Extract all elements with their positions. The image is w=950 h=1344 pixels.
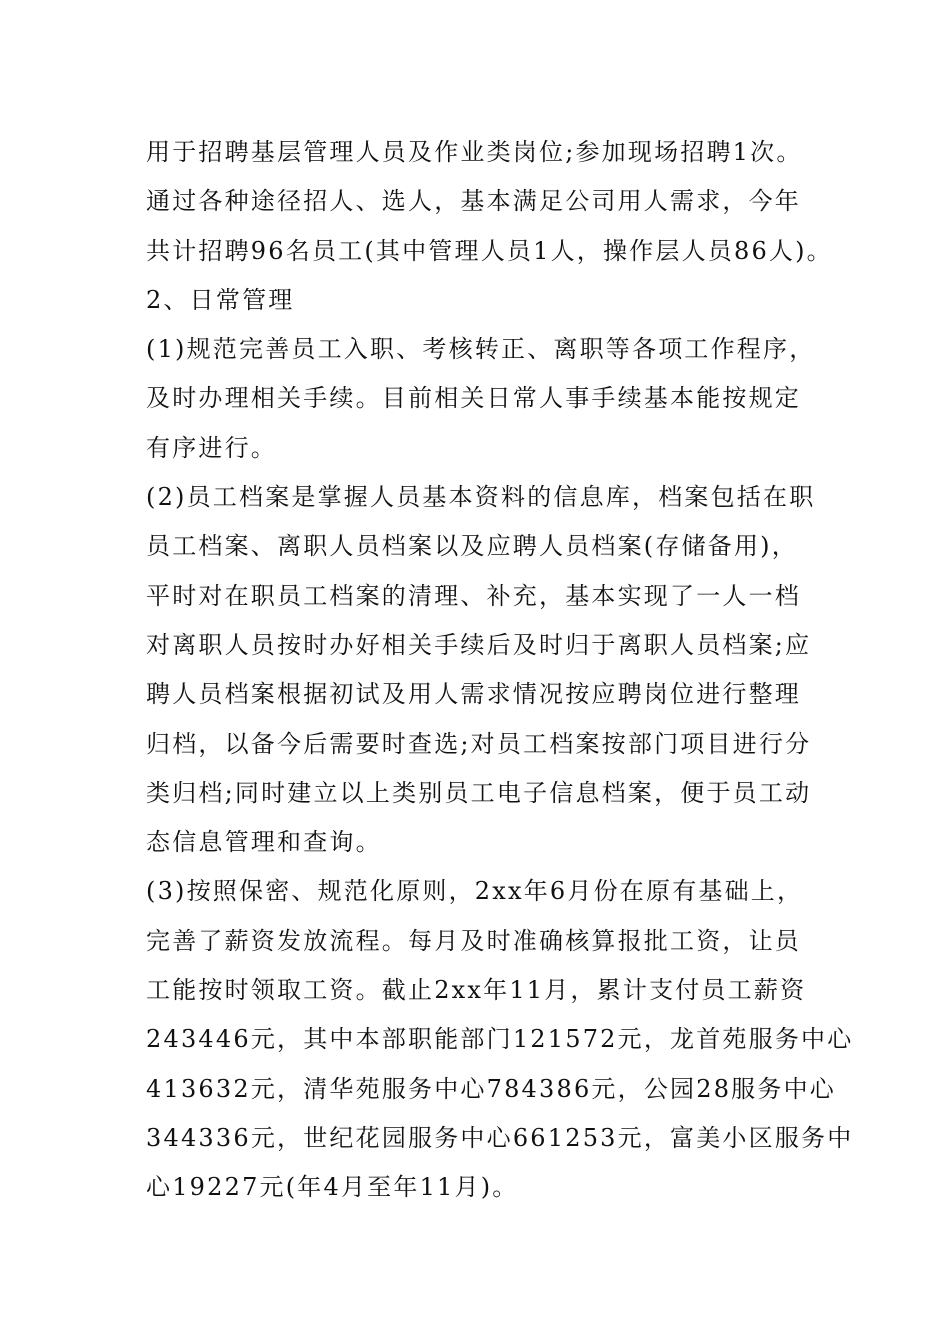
text-line: (2)员工档案是掌握人员基本资料的信息库，档案包括在职 [146, 483, 816, 512]
text-line: 归档，以备今后需要时查选;对员工档案按部门项目进行分 [146, 729, 812, 758]
text-line: 聘人员档案根据初试及用人需求情况按应聘岗位进行整理 [146, 680, 801, 709]
text-line: 243446元，其中本部职能部门121572元，龙首苑服务中心 [146, 1025, 854, 1054]
text-line: 共计招聘96名员工(其中管理人员1人，操作层人员86人)。 [146, 236, 833, 265]
text-line: (1)规范完善员工入职、考核转正、离职等各项工作程序， [146, 335, 816, 364]
text-line: 态信息管理和查询。 [146, 828, 382, 857]
section-heading: 2、日常管理 [146, 285, 295, 314]
document-body [146, 128, 854, 1213]
text-line: 通过各种途径招人、选人，基本满足公司用人需求，今年 [146, 187, 801, 216]
text-line: 用于招聘基层管理人员及作业类岗位;参加现场招聘1次。 [146, 138, 803, 166]
text-line: 心19227元(年4月至年11月)。 [146, 1173, 519, 1202]
text-line: 平时对在职员工档案的清理、补充，基本实现了一人一档 [146, 581, 801, 610]
text-line: 有序进行。 [146, 433, 277, 462]
text-line: 工能按时领取工资。截止2xx年11月，累计支付员工薪资 [146, 976, 807, 1005]
text-line: 完善了薪资发放流程。每月及时准确核算报批工资，让员 [146, 926, 801, 955]
text-line: 413632元，清华苑服务中心784386元，公园28服务中心 [146, 1074, 836, 1103]
text-line: 类归档;同时建立以上类别员工电子信息档案，便于员工动 [146, 778, 812, 807]
text-line: 对离职人员按时办好相关手续后及时归于离职人员档案;应 [146, 630, 812, 659]
text-line: (3)按照保密、规范化原则，2xx年6月份在原有基础上， [146, 877, 804, 906]
text-line: 及时办理相关手续。目前相关日常人事手续基本能按规定 [146, 384, 801, 413]
text-line: 员工档案、离职人员档案以及应聘人员档案(存储备用)， [146, 532, 798, 561]
text-line: 344336元，世纪花园服务中心661253元，富美小区服务中 [146, 1123, 854, 1152]
